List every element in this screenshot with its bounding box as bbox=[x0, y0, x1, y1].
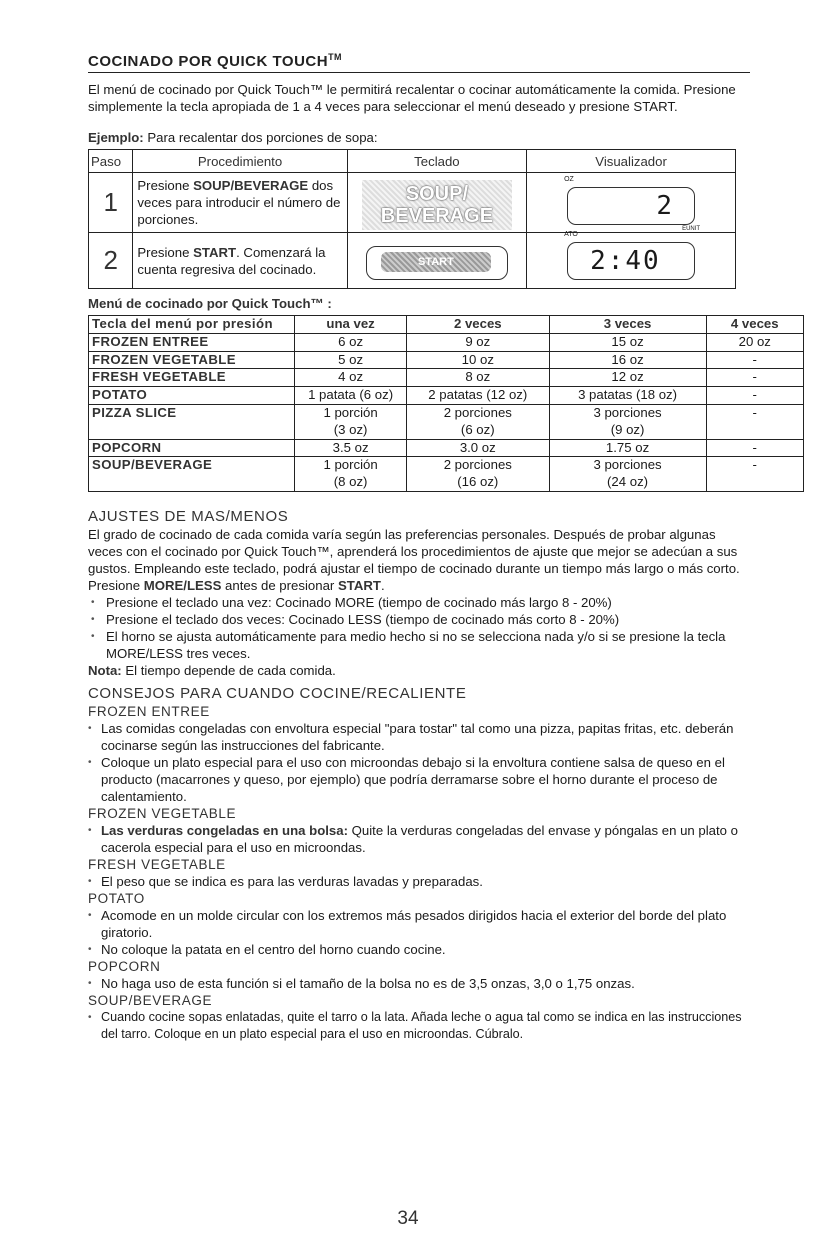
tips-soup-beverage-list bbox=[88, 1009, 750, 1043]
menu-row: POTATO 1 patata (6 oz) 2 patatas (12 oz) 3 patatas (18 oz) - bbox=[89, 387, 804, 405]
step-display bbox=[527, 173, 736, 233]
menu-row: PIZZA SLICE 1 porción (3 oz) 2 porciones (6 oz) 3 porciones (9 oz) - bbox=[89, 404, 804, 439]
steps-header-paso: Paso bbox=[89, 150, 133, 173]
tips-fresh-vegetable-list bbox=[88, 873, 750, 890]
tips-popcorn-list bbox=[88, 975, 750, 992]
tips-frozen-vegetable-title: FROZEN VEGETABLE bbox=[88, 805, 237, 821]
tips-frozen-entree-list bbox=[88, 720, 750, 805]
more-less-press-line: Presione MORE/LESS antes de presionar START. bbox=[88, 577, 385, 593]
start-key-image: START bbox=[366, 246, 508, 280]
step-procedure: Presione START. Comenzará la cuenta regresiva del cocinado. bbox=[133, 233, 347, 289]
list-item: • No coloque la patata en el centro del horno cuando cocine. bbox=[88, 941, 750, 958]
quick-touch-title: COCINADO POR QUICK TOUCH™ bbox=[88, 52, 750, 73]
quick-touch-intro: El menú de cocinado por Quick Touch™ le permitirá recalentar o cocinar automáticamente la comida. Presione simplemente la tecla apropiada de 1 a 4 veces para seleccionar el menú deseado y presione START. bbox=[88, 82, 736, 114]
list-item: • El peso que se indica es para las verduras lavadas y preparadas. bbox=[88, 873, 750, 890]
tips-popcorn-title: POPCORN bbox=[88, 958, 161, 974]
menu-header: una vez bbox=[295, 316, 407, 334]
tips-fresh-vegetable-title: FRESH VEGETABLE bbox=[88, 856, 226, 872]
tips-title: CONSEJOS PARA CUANDO COCINE/RECALIENTE bbox=[88, 684, 467, 702]
manual-page bbox=[88, 52, 779, 1043]
menu-header-row bbox=[89, 316, 804, 334]
list-item: • El horno se ajusta automáticamente para medio hecho si no se selecciona nada y/o si se presione la tecla MORE/LESS tres veces. bbox=[88, 628, 750, 662]
step-row bbox=[89, 173, 736, 233]
display-readout: ATO 2:40 bbox=[567, 242, 695, 280]
list-item: • Acomode en un molde circular con los extremos más pesados dirigidos hacia el exterior del borde del plato giratorio. bbox=[88, 907, 750, 941]
example-line: Ejemplo: Para recalentar dos porciones de sopa: bbox=[88, 130, 378, 145]
tips-potato-title: POTATO bbox=[88, 890, 145, 906]
tips-frozen-vegetable-list bbox=[88, 822, 750, 856]
menu-row: FRESH VEGETABLE 4 oz 8 oz 12 oz - bbox=[89, 369, 804, 387]
steps-header-row bbox=[89, 150, 736, 173]
steps-header-procedimiento: Procedimiento bbox=[133, 150, 347, 173]
quick-touch-menu-table bbox=[88, 315, 804, 492]
more-less-title: AJUSTES DE MAS/MENOS bbox=[88, 507, 289, 525]
steps-header-teclado: Teclado bbox=[347, 150, 527, 173]
display-readout: OZ 2 EUNIT bbox=[564, 176, 701, 232]
tips-soup-beverage-title: SOUP/BEVERAGE bbox=[88, 992, 213, 1008]
step-display bbox=[527, 233, 736, 289]
menu-header: Tecla del menú por presión bbox=[89, 316, 295, 334]
more-less-bullets bbox=[88, 594, 750, 662]
list-item: • Presione el teclado dos veces: Cocinado LESS (tiempo de cocinado más corto 8 - 20%) bbox=[88, 611, 750, 628]
menu-row: FROZEN VEGETABLE 5 oz 10 oz 16 oz - bbox=[89, 351, 804, 369]
step-keypad bbox=[347, 173, 527, 233]
menu-row: FROZEN ENTREE 6 oz 9 oz 15 oz 20 oz bbox=[89, 333, 804, 351]
tips-potato-list bbox=[88, 907, 750, 958]
steps-table bbox=[88, 149, 736, 289]
soup-beverage-key-image: SOUP/ BEVERAGE bbox=[362, 180, 512, 230]
menu-header: 4 veces bbox=[706, 316, 803, 334]
more-less-note: Nota: El tiempo depende de cada comida. bbox=[88, 662, 336, 678]
more-less-paragraph: El grado de cocinado de cada comida varía según las preferencias personales. Después de probar algunas veces con el cocinado por Quick Touch™, aprenderá los procedimientos de ajuste que mejor se adecúan a sus gustos. Empleando este teclado, podrá ajustar el tiempo de cocinado durante un tiempo más largo o más corto. bbox=[88, 526, 740, 576]
step-number: 1 bbox=[89, 173, 133, 233]
steps-header-visualizador: Visualizador bbox=[527, 150, 736, 173]
menu-header: 3 veces bbox=[549, 316, 706, 334]
step-keypad bbox=[347, 233, 527, 289]
menu-title: Menú de cocinado por Quick Touch™ : bbox=[88, 296, 332, 311]
menu-header: 2 veces bbox=[407, 316, 550, 334]
step-procedure: Presione SOUP/BEVERAGE dos veces para introducir el número de porciones. bbox=[133, 173, 347, 233]
list-item: • Coloque un plato especial para el uso con microondas debajo si la envoltura contiene salsa de queso en el producto (macarrones y queso, por ejemplo) que podría derramarse sobre el horno durante el proceso de calentamiento. bbox=[88, 754, 750, 805]
list-item: • Las verduras congeladas en una bolsa: Quite la verduras congeladas del envase y póngalas en un plato o cacerola especial para el uso en microondas. bbox=[88, 822, 750, 856]
tips-frozen-entree-title: FROZEN ENTREE bbox=[88, 703, 210, 719]
list-item: • Presione el teclado una vez: Cocinado MORE (tiempo de cocinado más largo 8 - 20%) bbox=[88, 594, 750, 611]
list-item: • No haga uso de esta función si el tamaño de la bolsa no es de 3,5 onzas, 3,0 o 1,75 onzas. bbox=[88, 975, 750, 992]
step-number: 2 bbox=[89, 233, 133, 289]
page-number: 34 bbox=[397, 1208, 419, 1229]
list-item: • Las comidas congeladas con envoltura especial "para tostar" tal como una pizza, papitas fritas, etc. deberán cocinarse según las instrucciones del fabricante. bbox=[88, 720, 750, 754]
menu-row: POPCORN 3.5 oz 3.0 oz 1.75 oz - bbox=[89, 439, 804, 457]
step-row bbox=[89, 233, 736, 289]
menu-row: SOUP/BEVERAGE 1 porción (8 oz) 2 porciones (16 oz) 3 porciones (24 oz) - bbox=[89, 457, 804, 492]
list-item: • Cuando cocine sopas enlatadas, quite el tarro o la lata. Añada leche o agua tal como se indica en las instrucciones del tarro. Coloque en un plato especial para el uso en microondas. Cúbralo. bbox=[88, 1009, 750, 1043]
